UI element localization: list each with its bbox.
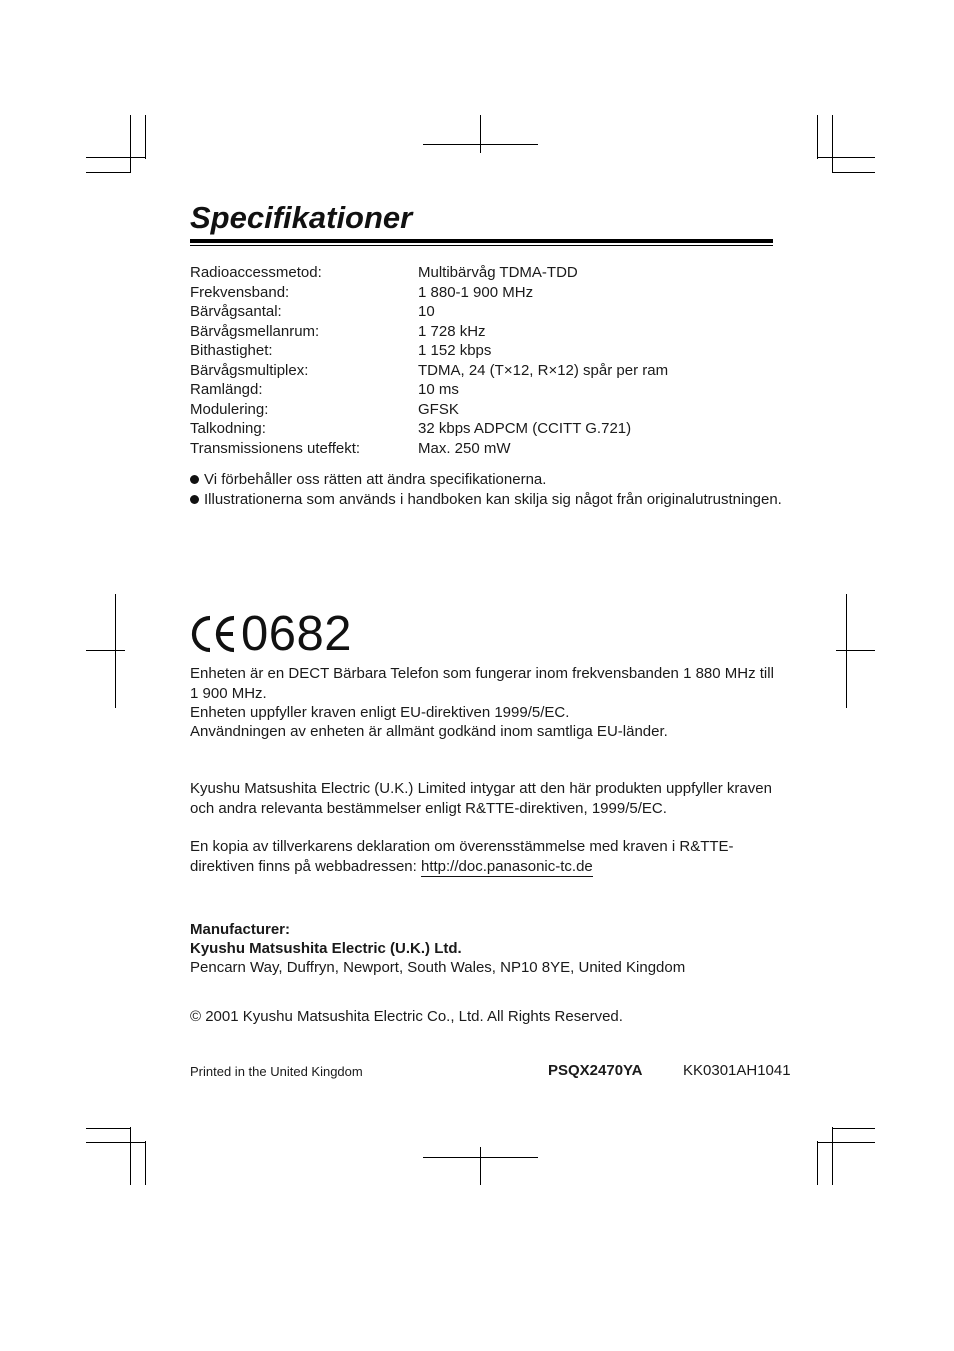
conformity-text: Kyushu Matsushita Electric (U.K.) Limited intygar att den här produkten uppfyller kraven och andra relevanta bestämmelser enligt R&TTE-direktiven, 1999/5/EC. bbox=[190, 780, 772, 817]
spec-label: Talkodning: bbox=[190, 420, 266, 437]
manufacturer-heading: Manufacturer: bbox=[190, 921, 291, 938]
dect-line-3: Användningen av enheten är allmänt godkänd inom samtliga EU-länder. bbox=[190, 723, 668, 740]
spec-value: 32 kbps ADPCM (CCITT G.721) bbox=[418, 420, 632, 437]
page-title: Specifikationer bbox=[190, 200, 413, 235]
title-rule-thin bbox=[190, 245, 773, 246]
spec-value: Multibärvåg TDMA-TDD bbox=[418, 264, 578, 281]
table-row bbox=[190, 322, 668, 342]
bullet-icon bbox=[190, 495, 199, 504]
table-row bbox=[190, 302, 668, 322]
dect-line-2: Enheten uppfyller kraven enligt EU-direktiven 1999/5/EC. bbox=[190, 704, 570, 721]
notes-list bbox=[190, 470, 790, 509]
spec-label: Ramlängd: bbox=[190, 381, 263, 398]
spec-label: Radioaccessmetod: bbox=[190, 264, 322, 281]
table-row bbox=[190, 283, 668, 303]
spec-table bbox=[190, 263, 668, 458]
table-row bbox=[190, 341, 668, 361]
printed-location: Printed in the United Kingdom bbox=[190, 1064, 363, 1079]
spec-value: 1 152 kbps bbox=[418, 342, 492, 359]
table-row bbox=[190, 361, 668, 381]
spec-value: 10 bbox=[418, 303, 435, 320]
declaration-link[interactable]: http://doc.panasonic-tc.de bbox=[420, 857, 593, 875]
declaration-text bbox=[190, 837, 780, 876]
copyright-text: © 2001 Kyushu Matsushita Electric Co., Ltd. All Rights Reserved. bbox=[190, 1008, 623, 1025]
ce-marking bbox=[190, 606, 352, 662]
print-code: KK0301AH1041 bbox=[683, 1062, 791, 1079]
spec-value: 10 ms bbox=[418, 381, 459, 398]
manufacturer-name: Kyushu Matsushita Electric (U.K.) Ltd. bbox=[190, 940, 462, 957]
model-number: PSQX2470YA bbox=[548, 1062, 643, 1079]
spec-label: Transmissionens uteffekt: bbox=[190, 439, 361, 457]
list-item bbox=[190, 470, 790, 490]
spec-label: Bärvågsmultiplex: bbox=[190, 361, 309, 379]
ce-mark-icon bbox=[190, 614, 238, 654]
spec-label: Frekvensband: bbox=[190, 283, 290, 301]
table-row bbox=[190, 439, 668, 459]
spec-value: Max. 250 mW bbox=[418, 439, 511, 457]
dect-line-1: Enheten är en DECT Bärbara Telefon som fungerar inom frekvensbanden 1 880 MHz till 1 900 MHz. bbox=[190, 665, 774, 702]
spec-label: Bärvågsmellanrum: bbox=[190, 322, 320, 340]
ce-number: 0682 bbox=[241, 607, 353, 661]
spec-label: Bithastighet: bbox=[190, 342, 273, 359]
bullet-icon bbox=[190, 475, 199, 484]
table-row bbox=[190, 380, 668, 400]
title-rule-thick bbox=[190, 239, 773, 243]
spec-value: 1 728 kHz bbox=[418, 322, 486, 340]
table-row bbox=[190, 419, 668, 439]
spec-value: 1 880-1 900 MHz bbox=[418, 283, 534, 301]
spec-value: TDMA, 24 (T×12, R×12) spår per ram bbox=[418, 361, 669, 379]
note-text: Vi förbehåller oss rätten att ändra specifikationerna. bbox=[204, 471, 547, 488]
declaration-body: En kopia av tillverkarens deklaration om överensstämmelse med kraven i R&TTE-direktiven finns på webbadressen: bbox=[190, 838, 734, 875]
table-row bbox=[190, 400, 668, 420]
spec-value: GFSK bbox=[418, 400, 459, 418]
spec-label: Bärvågsantal: bbox=[190, 303, 282, 320]
note-text: Illustrationerna som används i handboken kan skilja sig något från originalutrustningen. bbox=[204, 490, 782, 508]
spec-label: Modulering: bbox=[190, 400, 269, 418]
table-row bbox=[190, 263, 668, 283]
list-item bbox=[190, 490, 790, 510]
manufacturer-address: Pencarn Way, Duffryn, Newport, South Wales, NP10 8YE, United Kingdom bbox=[190, 959, 686, 976]
